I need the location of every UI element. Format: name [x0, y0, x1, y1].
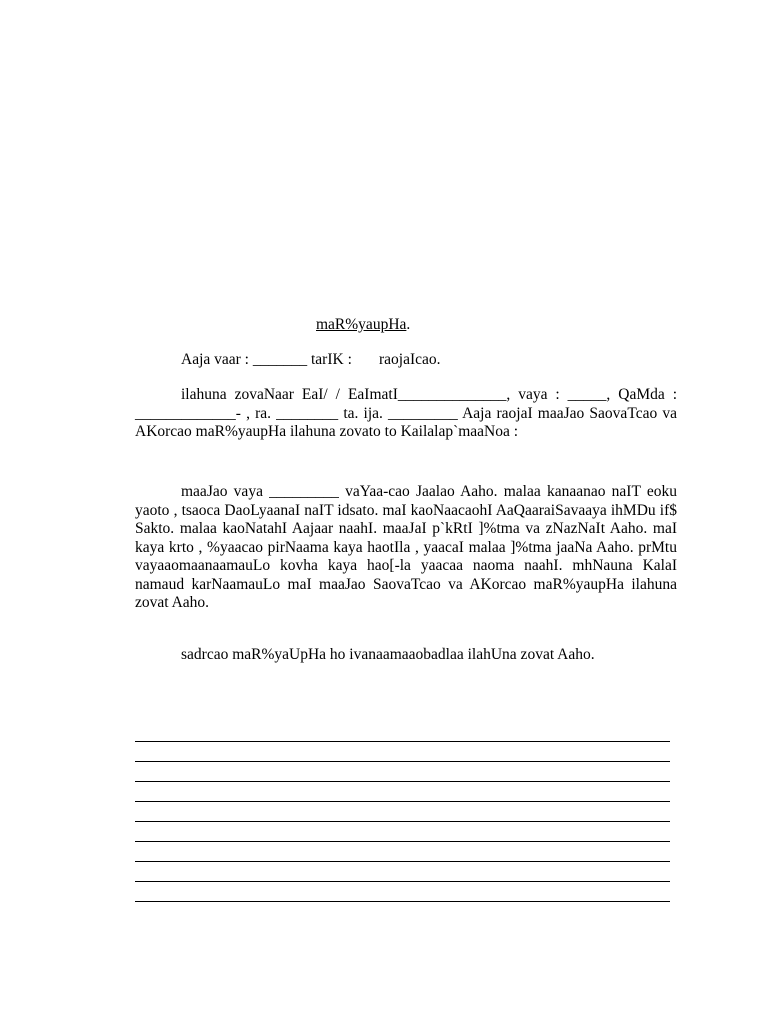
blank-line — [135, 722, 670, 742]
blank-line — [135, 782, 670, 802]
blank-line — [135, 802, 670, 822]
title-text: maR%yaupHa — [316, 316, 407, 333]
blank-line — [135, 822, 670, 842]
blank-line — [135, 882, 670, 902]
paragraph-condition: maaJao vaya _________ vaYaa-cao Jaalao Aaho. malaa kanaanao naIT eoku yaoto , tsaoca DaoLyaanaI naIT idsato. maI kaoNaacaohI AaQaaraiSavaaya ihMDu if$ Sakto. malaa kaoNatahI Aajaar naahI. maaJaI p`kRtI ]%tma va zNazNaIt Aaho. maI kaya krto , %yaacao pirNaama kaya haotIla , yaacaI malaa ]%tma jaaNa Aaho. prMtu vayaaomaanaamauLo kovha kaya hao[-la yaacaa naoma naahI. mhNauna KalaI namaud karNaamauLo maI maaJao SaovaTcao va AKorcao maR%yaupHa ilahuna zovat Aaho. — [135, 483, 677, 611]
blank-line — [135, 862, 670, 882]
blank-line — [135, 842, 670, 862]
date-line: Aaja vaar : _______ tarIK : raojaIcao. — [181, 351, 441, 368]
document-title — [316, 316, 410, 335]
blank-writing-lines — [135, 722, 670, 902]
blank-line — [135, 742, 670, 762]
paragraph-declaration: ilahuna zovaNaar EaI/ / EaImatI______________, vaya : _____, QaMda : _____________- , ra. ________ ta. ija. _________ Aaja raojaI maaJao SaovaTcao va AKorcao maR%yaupHa ilahuna zovato to Kailalap`maaNoa : — [135, 386, 677, 440]
blank-line — [135, 762, 670, 782]
paragraph-closing: sadrcao maR%yaUpHa ho ivanaamaaobadlaa ilahUna zovat Aaho. — [181, 646, 595, 663]
title-period: . — [406, 316, 411, 333]
